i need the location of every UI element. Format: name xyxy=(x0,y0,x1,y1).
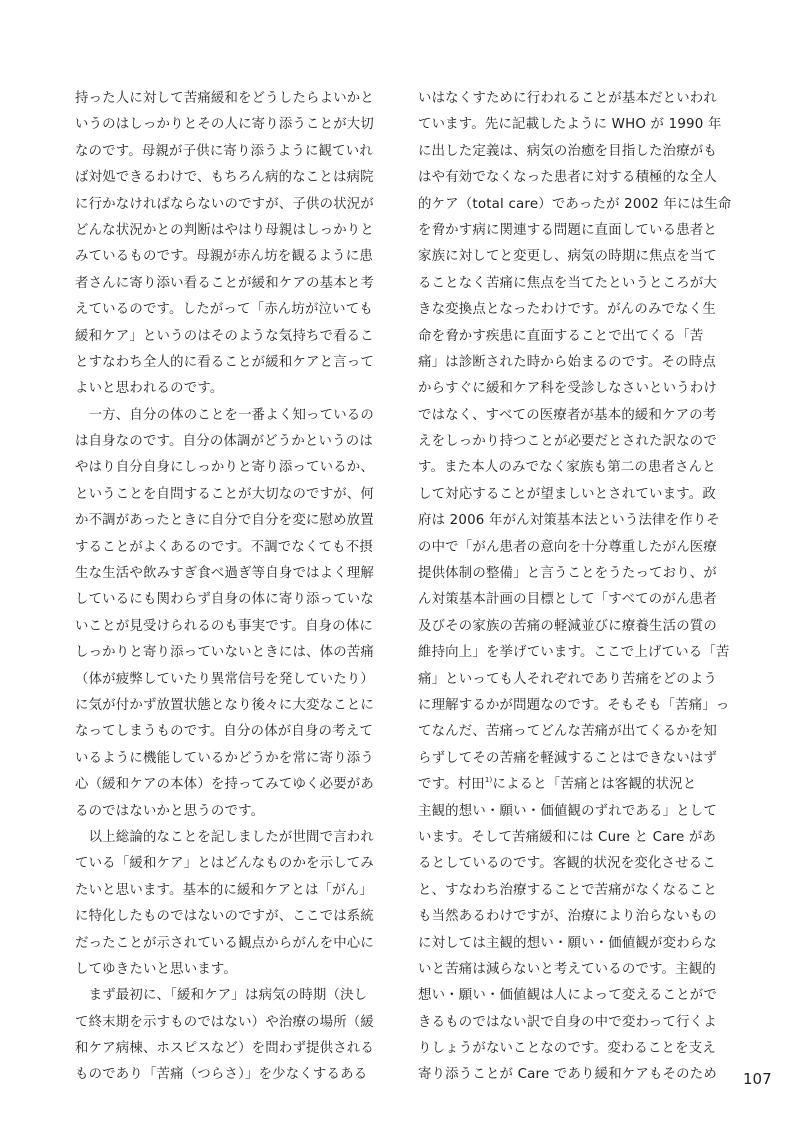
text-line: 和ケア病棟、ホスピスなど）を問わず提供される xyxy=(75,1041,374,1057)
text-line: 緩和ケア」というのはそのような気持ちで看るこ xyxy=(75,328,374,344)
text-line: 命を脅かす疾患に直面することで出てくる「苦 xyxy=(418,328,704,344)
text-line: きるものではない訳で自身の中で変わって行くよ xyxy=(418,1014,717,1030)
text-line: るのではないかと思うのです。 xyxy=(75,803,265,819)
text-line: 以上総論的なことを記しましたが世間で言われ xyxy=(75,829,374,845)
text-line: と、すなわち治療することで苦痛がなくなること xyxy=(418,882,717,898)
text-line: なのです。母親が子供に寄り添うように観ていれ xyxy=(75,143,373,159)
text-line: に特化したものではないのですが、ここでは系統 xyxy=(75,909,374,925)
text-line: に対しては主観的想い・願い・価値観が変わらな xyxy=(418,935,717,951)
text-line: ものであり「苦痛（つらさ）」を少なくするある xyxy=(75,1067,368,1083)
text-line: からすぐに緩和ケア科を受診しなさいというわけ xyxy=(418,381,717,397)
text-line: 府は 2006 年がん対策基本法という法律を作りそ xyxy=(418,513,721,529)
text-line: きな変換点となったわけです。がんのみでなく生 xyxy=(418,302,716,318)
text-line: ば対処できるわけで、もちろん病的なことは病院 xyxy=(75,170,374,186)
text-line: に行かなければならないのですが、子供の状況が xyxy=(75,196,374,212)
text-line: 想い・願い・価値観は人によって変えることがで xyxy=(418,988,717,1004)
text-line: 主観的想い・願い・価値観のずれである」として xyxy=(418,803,717,819)
text-line: しているにも関わらず自身の体に寄り添っていな xyxy=(75,592,374,608)
text-line: に気が付かず放置状態となり後々に大変なことに xyxy=(75,697,374,713)
text-line: 的ケア（total care）であったが 2002 年には生命 xyxy=(418,196,732,212)
footnote-reference[interactable]: 1) xyxy=(484,776,493,785)
text-line: 者さんに寄り添い看ることが緩和ケアの基本と考 xyxy=(75,275,374,291)
text-line: も当然あるわけですが、治療により治らないもの xyxy=(418,909,717,925)
text-line: す。また本人のみでなく家族も第二の患者さんと xyxy=(418,460,716,476)
text-line: て終末期を示すものではない）や治療の場所（緩 xyxy=(75,1014,374,1030)
text-line: 家族に対してと変更し、病気の時期に焦点を当て xyxy=(418,249,717,265)
text-line: 生な生活や飲みすぎ食べ過ぎ等自身ではよく理解 xyxy=(75,566,374,582)
text-line: まず最初に、「緩和ケア」は病気の時期（決し xyxy=(75,988,368,1004)
text-line: の中で「がん患者の意向を十分尊重したがん医療 xyxy=(418,539,717,555)
text-line: らずしてその苦痛を軽減することはできないはず xyxy=(418,750,717,766)
text-line: 持った人に対して苦痛緩和をどうしたらよいかと xyxy=(75,91,374,106)
text-line: 心（緩和ケアの本体）を持ってみてゆく必要があ xyxy=(75,777,374,793)
text-line: してゆきたいと思います。 xyxy=(75,961,238,977)
text-line: に理解するかが問題なのです。そもそも「苦痛」っ xyxy=(418,697,730,713)
text-line: いことが見受けられるのも事実です。自身の体に xyxy=(75,618,373,634)
text-line: 一方、自分の体のことを一番よく知っているの xyxy=(75,407,374,423)
text-line: 痛」といっても人それぞれであり苦痛をどのよう xyxy=(418,671,717,687)
text-line: なってしまうものです。自分の体が自身の考えて xyxy=(75,724,373,740)
text-line: は自身なのです。自分の体調がどうかというのは xyxy=(75,434,373,450)
text-line: 提供体制の整備」と言うことをうたっており、が xyxy=(418,566,717,582)
text-line: （体が疲弊していたり異常信号を発していたり） xyxy=(75,671,374,687)
text-line: たいと思います。基本的に緩和ケアとは「がん」 xyxy=(75,882,373,898)
text-line: ではなく、すべての医療者が基本的緩和ケアの考 xyxy=(418,407,717,423)
text-line: することがよくあるのです。不調でなくても不摂 xyxy=(75,539,373,555)
text-line: 痛」は診断された時から始まるのです。その時点 xyxy=(418,354,716,370)
text-line: えているのです。したがって「赤ん坊が泣いても xyxy=(75,302,373,318)
text-line: どんな状況かとの判断はやはり母親はしっかりと xyxy=(75,222,374,238)
text-line: ている「緩和ケア」とはどんなものかを示してみ xyxy=(75,856,374,872)
text-fragment: です。村田 xyxy=(418,777,485,793)
text-line: に出した定義は、病気の治癒を目指した治療がも xyxy=(418,143,717,159)
text-line: 維持向上」を挙げています。ここで上げている「苦 xyxy=(418,645,730,661)
text-line: を脅かす病に関連する問題に直面している患者と xyxy=(418,222,717,238)
text-line: ることなく苦痛に焦点を当てたというところが大 xyxy=(418,275,717,291)
text-line: りしょうがないことなのです。変わることを支え xyxy=(418,1041,716,1057)
text-line: ています。先に記載したように WHO が 1990 年 xyxy=(418,117,722,133)
text-line: てなんだ、苦痛ってどんな苦痛が出てくるかを知 xyxy=(418,724,717,740)
text-line: みているものです。母親が赤ん坊を観るように患 xyxy=(75,249,373,265)
right-column xyxy=(418,86,740,1089)
text-line: えをしっかり持つことが必要だとされた訳なので xyxy=(418,434,717,450)
text-line: 寄り添うことが Care であり緩和ケアもそのため xyxy=(418,1067,717,1083)
text-line: とすなわち全人的に看ることが緩和ケアと言って xyxy=(75,354,374,370)
text-line: やはり自分自身にしっかりと寄り添っているか、 xyxy=(75,460,374,476)
text-line: いるように機能しているかどうかを常に寄り添う xyxy=(75,750,374,766)
text-line: 及びその家族の苦痛の軽減並びに療養生活の質の xyxy=(418,618,717,634)
left-column xyxy=(75,86,397,1089)
text-line: いと苦痛は減らないと考えているのです。主観的 xyxy=(418,961,716,977)
text-fragment: によると「苦痛とは客観的状況と xyxy=(492,777,697,793)
text-line: しっかりと寄り添っていないときには、体の苦痛 xyxy=(75,645,374,661)
text-line: して対応することが望ましいとされています。政 xyxy=(418,486,716,502)
text-line: いうのはしっかりとその人に寄り添うことが大切 xyxy=(75,117,374,133)
text-line: だったことが示されている観点からがんを中心に xyxy=(75,935,374,951)
text-line: いはなくすために行われることが基本だといわれ xyxy=(418,91,717,106)
text-line: よいと思われるのです。 xyxy=(75,381,224,397)
text-line-with-footnote xyxy=(418,772,740,798)
page-number: 107 xyxy=(743,1070,772,1088)
text-line: るとしているのです。客観的状況を変化させるこ xyxy=(418,856,716,872)
text-line: か不調があったときに自分で自分を変に慰め放置 xyxy=(75,513,374,529)
text-line: はや有効でなくなった患者に対する積極的な全人 xyxy=(418,170,717,186)
text-line: ん対策基本計画の目標として「すべてのがん患者 xyxy=(418,592,717,608)
text-line: ということを自問することが大切なのですが、何 xyxy=(75,486,374,502)
text-line: います。そして苦痛緩和には Cure と Care があ xyxy=(418,829,717,845)
